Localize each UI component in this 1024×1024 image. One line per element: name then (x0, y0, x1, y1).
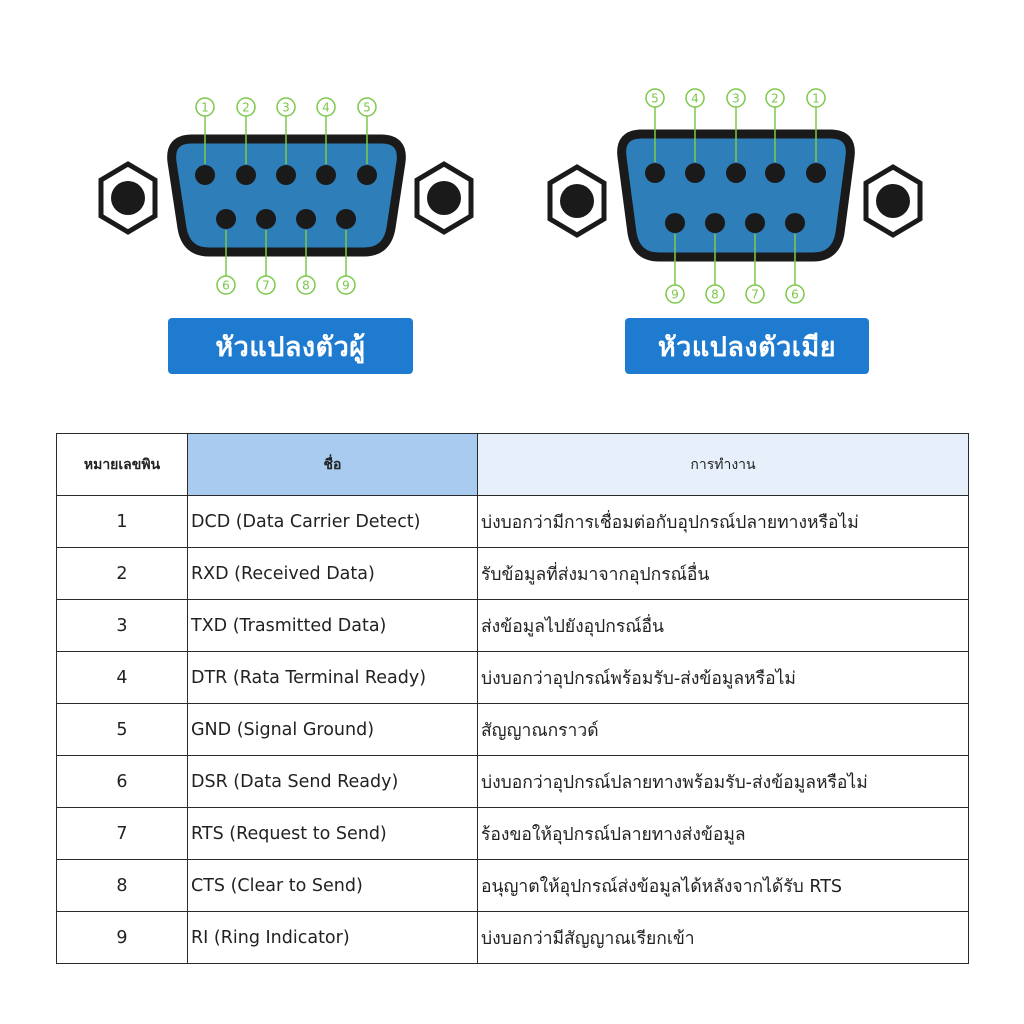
female-connector-label: หัวแปลงตัวเมีย (625, 318, 869, 374)
db9-connector-diagram (0, 0, 1024, 310)
male-pin-label: 2 (242, 100, 250, 115)
pin-number-cell: 5 (57, 704, 188, 756)
male-pin-4 (316, 165, 336, 185)
female-pin-3 (726, 163, 746, 183)
female-left-screw-nut (550, 167, 604, 235)
header-pin-number: หมายเลขพิน (57, 434, 188, 496)
female-pin-label: 4 (691, 91, 699, 106)
female-pin-5 (645, 163, 665, 183)
male-pin-label: 9 (342, 278, 350, 293)
female-pin-label: 7 (751, 287, 759, 302)
female-right-screw-nut (866, 167, 920, 235)
female-connector (550, 89, 920, 303)
pin-function-cell: ร้องขอให้อุปกรณ์ปลายทางส่งข้อมูล (478, 808, 969, 860)
pin-name-cell: GND (Signal Ground) (188, 704, 478, 756)
male-pin-5 (357, 165, 377, 185)
pin-name-cell: RTS (Request to Send) (188, 808, 478, 860)
pin-function-cell: บ่งบอกว่าอุปกรณ์พร้อมรับ-ส่งข้อมูลหรือไม่ (478, 652, 969, 704)
pin-number-cell: 9 (57, 912, 188, 964)
male-pin-label: 3 (282, 100, 290, 115)
pin-function-table (56, 433, 969, 964)
male-pin-2 (236, 165, 256, 185)
male-connector (101, 98, 471, 294)
table-row (57, 548, 969, 600)
table-row (57, 652, 969, 704)
pin-name-cell: DTR (Rata Terminal Ready) (188, 652, 478, 704)
male-pin-1 (195, 165, 215, 185)
table-row (57, 600, 969, 652)
pin-name-cell: DSR (Data Send Ready) (188, 756, 478, 808)
header-name: ชื่อ (188, 434, 478, 496)
pin-number-cell: 6 (57, 756, 188, 808)
pin-number-cell: 2 (57, 548, 188, 600)
pin-number-cell: 7 (57, 808, 188, 860)
pin-name-cell: TXD (Trasmitted Data) (188, 600, 478, 652)
pin-function-cell: บ่งบอกว่ามีการเชื่อมต่อกับอุปกรณ์ปลายทางหรือไม่ (478, 496, 969, 548)
male-left-screw-nut (101, 164, 155, 232)
male-right-screw-nut (417, 164, 471, 232)
pin-function-cell: สัญญาณกราวด์ (478, 704, 969, 756)
male-pin-label: 5 (363, 100, 371, 115)
pin-name-cell: RXD (Received Data) (188, 548, 478, 600)
female-pin-label: 9 (671, 287, 679, 302)
female-pin-1 (806, 163, 826, 183)
pin-number-cell: 1 (57, 496, 188, 548)
header-function: การทำงาน (478, 434, 969, 496)
female-pin-2 (765, 163, 785, 183)
female-pin-8 (705, 213, 725, 233)
pin-function-cell: ส่งข้อมูลไปยังอุปกรณ์อื่น (478, 600, 969, 652)
pin-name-cell: CTS (Clear to Send) (188, 860, 478, 912)
female-pin-label: 1 (812, 91, 820, 106)
table-row (57, 704, 969, 756)
male-pin-3 (276, 165, 296, 185)
male-pin-8 (296, 209, 316, 229)
female-pin-6 (785, 213, 805, 233)
table-row (57, 808, 969, 860)
female-pin-label: 8 (711, 287, 719, 302)
male-pin-label: 7 (262, 278, 270, 293)
male-pin-label: 4 (322, 100, 330, 115)
female-pin-label: 2 (771, 91, 779, 106)
table-row (57, 496, 969, 548)
table-row (57, 912, 969, 964)
pin-number-cell: 4 (57, 652, 188, 704)
female-pin-9 (665, 213, 685, 233)
pin-function-cell: บ่งบอกว่ามีสัญญาณเรียกเข้า (478, 912, 969, 964)
table-row (57, 756, 969, 808)
male-pin-9 (336, 209, 356, 229)
male-pin-6 (216, 209, 236, 229)
female-pin-label: 6 (791, 287, 799, 302)
pin-name-cell: RI (Ring Indicator) (188, 912, 478, 964)
female-pin-4 (685, 163, 705, 183)
pin-number-cell: 8 (57, 860, 188, 912)
pin-name-cell: DCD (Data Carrier Detect) (188, 496, 478, 548)
pin-number-cell: 3 (57, 600, 188, 652)
female-pin-label: 3 (732, 91, 740, 106)
male-pin-label: 8 (302, 278, 310, 293)
male-pin-label: 6 (222, 278, 230, 293)
pin-function-cell: อนุญาตให้อุปกรณ์ส่งข้อมูลได้หลังจากได้รับ RTS (478, 860, 969, 912)
table-row (57, 860, 969, 912)
male-pin-label: 1 (201, 100, 209, 115)
pin-function-cell: บ่งบอกว่าอุปกรณ์ปลายทางพร้อมรับ-ส่งข้อมูลหรือไม่ (478, 756, 969, 808)
male-connector-label: หัวแปลงตัวผู้ (168, 318, 413, 374)
pin-function-cell: รับข้อมูลที่ส่งมาจากอุปกรณ์อื่น (478, 548, 969, 600)
female-pin-7 (745, 213, 765, 233)
female-pin-label: 5 (651, 91, 659, 106)
male-pin-7 (256, 209, 276, 229)
table-header-row (57, 434, 969, 496)
